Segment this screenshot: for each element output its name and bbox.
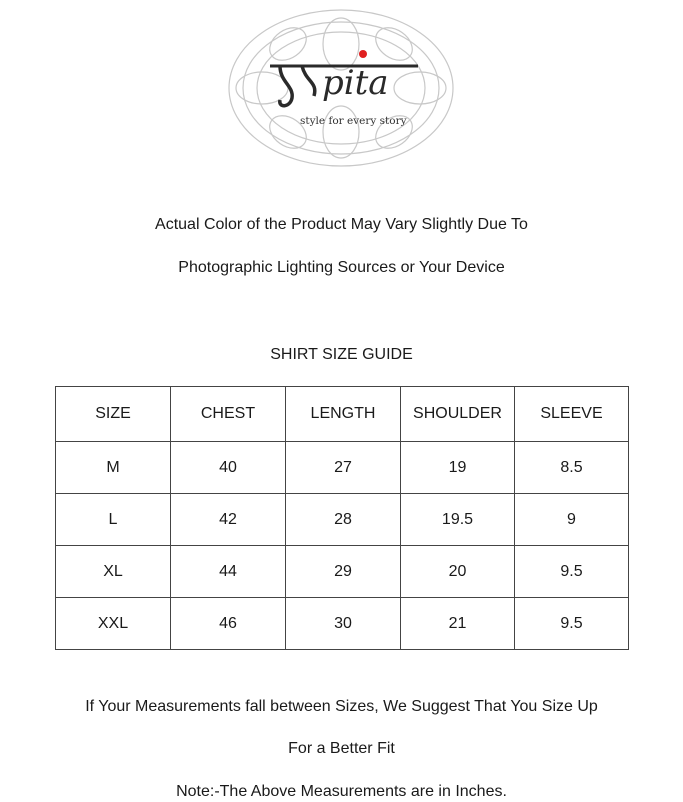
table-cell: XXL: [56, 598, 171, 650]
header-cell: SIZE: [56, 387, 171, 442]
table-row: [56, 494, 629, 546]
table-cell: 28: [286, 494, 401, 546]
table-cell: 9.5: [515, 546, 629, 598]
header-cell: SLEEVE: [515, 387, 629, 442]
accent-dot: [359, 50, 367, 58]
table-cell: 9: [515, 494, 629, 546]
footer-line-2: For a Better Fit: [288, 740, 395, 757]
brand-logo: [222, 4, 460, 172]
table-cell: 29: [286, 546, 401, 598]
header-cell: CHEST: [171, 387, 286, 442]
size-guide-table: [55, 386, 629, 650]
table-cell: 30: [286, 598, 401, 650]
measurement-note: Note:-The Above Measurements are in Inches.: [176, 783, 507, 800]
table-cell: 27: [286, 442, 401, 494]
table-cell: 9.5: [515, 598, 629, 650]
table-cell: 19: [401, 442, 515, 494]
table-cell: 46: [171, 598, 286, 650]
table-row: [56, 546, 629, 598]
table-cell: 21: [401, 598, 515, 650]
table-cell: 19.5: [401, 494, 515, 546]
notice-line-2: Photographic Lighting Sources or Your Device: [178, 259, 505, 276]
table-row: [56, 598, 629, 650]
table-cell: XL: [56, 546, 171, 598]
table-cell: M: [56, 442, 171, 494]
brand-wordmark: [270, 50, 418, 127]
table-cell: 20: [401, 546, 515, 598]
table-cell: L: [56, 494, 171, 546]
table-header-row: [56, 387, 629, 442]
table-row: [56, 442, 629, 494]
logo-tagline: style for every story: [300, 115, 407, 127]
mandala-logo-graphic: [222, 4, 460, 172]
header-cell: LENGTH: [286, 387, 401, 442]
table-cell: 44: [171, 546, 286, 598]
svg-text:pita: pita: [322, 63, 389, 103]
footer-line-1: If Your Measurements fall between Sizes, We Suggest That You Size Up: [85, 698, 598, 715]
header-cell: SHOULDER: [401, 387, 515, 442]
notice-line-1: Actual Color of the Product May Vary Slightly Due To: [155, 216, 528, 233]
table-cell: 42: [171, 494, 286, 546]
table-cell: 40: [171, 442, 286, 494]
table-cell: 8.5: [515, 442, 629, 494]
size-guide-title: SHIRT SIZE GUIDE: [270, 346, 413, 363]
